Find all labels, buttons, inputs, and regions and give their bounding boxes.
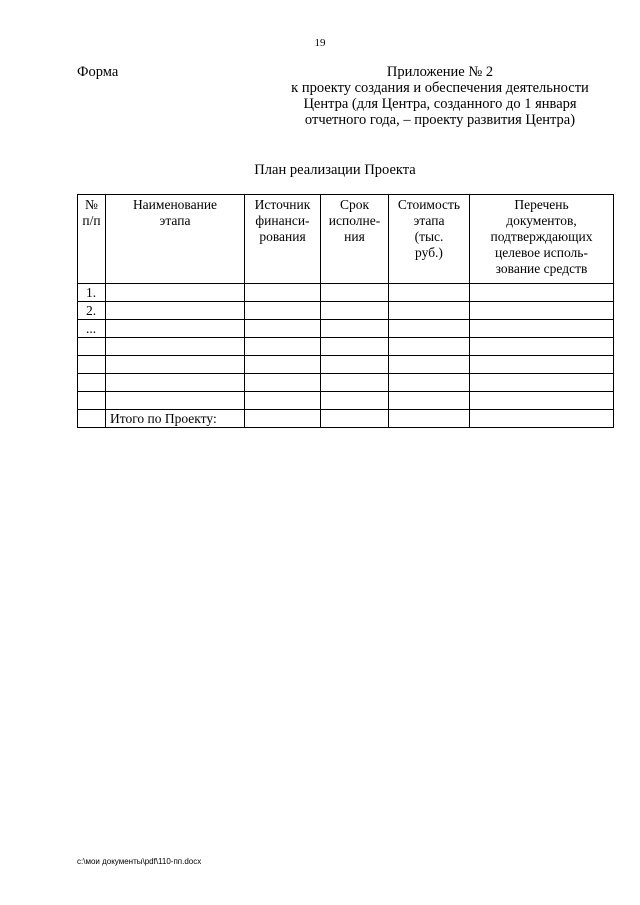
header-number: № п/п — [78, 195, 106, 284]
table-cell — [389, 284, 470, 302]
table-cell — [245, 320, 321, 338]
appendix-header — [290, 64, 590, 128]
table-header-row — [78, 195, 614, 284]
header-funding-source: Источник финанси- рования — [245, 195, 321, 284]
header-stage-cost: Стоимость этапа (тыс. руб.) — [389, 195, 470, 284]
table-cell — [321, 374, 389, 392]
table-cell — [106, 356, 245, 374]
table-row — [78, 338, 614, 356]
table-cell — [78, 410, 106, 428]
table-row — [78, 320, 614, 338]
table-cell — [245, 284, 321, 302]
appendix-line: Центра (для Центра, созданного до 1 января — [303, 96, 577, 112]
appendix-title: Приложение № 2 — [386, 64, 494, 80]
table-cell — [321, 284, 389, 302]
table-cell — [470, 374, 614, 392]
table-cell — [245, 338, 321, 356]
table-total-row — [78, 410, 614, 428]
table-cell — [389, 374, 470, 392]
table-cell — [245, 356, 321, 374]
table-cell — [106, 302, 245, 320]
table-cell — [321, 392, 389, 410]
table-row — [78, 284, 614, 302]
table-cell — [321, 338, 389, 356]
table-row — [78, 356, 614, 374]
table-cell — [389, 392, 470, 410]
header-deadline: Срок исполне- ния — [321, 195, 389, 284]
table-cell — [470, 410, 614, 428]
header-documents-list: Перечень документов, подтверждающих целевое исполь- зование средств — [470, 195, 614, 284]
table-cell — [389, 356, 470, 374]
table-cell — [245, 374, 321, 392]
table-cell — [389, 338, 470, 356]
table-cell — [389, 320, 470, 338]
table-row — [78, 302, 614, 320]
row-number — [78, 392, 106, 410]
row-number: 1. — [78, 284, 106, 302]
table-cell — [245, 302, 321, 320]
table-cell — [106, 284, 245, 302]
table-cell — [106, 320, 245, 338]
row-number — [78, 356, 106, 374]
table-cell — [470, 302, 614, 320]
table-cell — [321, 320, 389, 338]
table-cell — [470, 392, 614, 410]
appendix-line: отчетного года, – проекту развития Центра) — [304, 112, 576, 128]
appendix-line: к проекту создания и обеспечения деятельности — [291, 80, 589, 96]
row-number: ... — [78, 320, 106, 338]
page-number: 19 — [314, 37, 326, 49]
header-stage-name: Наименование этапа — [106, 195, 245, 284]
table-cell — [470, 284, 614, 302]
row-number — [78, 374, 106, 392]
table-cell — [321, 410, 389, 428]
table-cell — [470, 320, 614, 338]
table-cell — [106, 338, 245, 356]
table-cell — [321, 302, 389, 320]
plan-table — [77, 194, 614, 428]
table-row — [78, 392, 614, 410]
table-cell — [470, 338, 614, 356]
table-cell — [470, 356, 614, 374]
table-cell — [389, 410, 470, 428]
table-cell — [245, 410, 321, 428]
row-number — [78, 338, 106, 356]
plan-title: План реализации Проекта — [254, 162, 416, 178]
table-row — [78, 374, 614, 392]
table-cell — [321, 356, 389, 374]
table-cell — [106, 374, 245, 392]
table-cell — [245, 392, 321, 410]
table-cell — [389, 302, 470, 320]
total-label: Итого по Проекту: — [106, 410, 245, 428]
table-cell — [106, 392, 245, 410]
form-label: Форма — [77, 64, 119, 80]
row-number: 2. — [78, 302, 106, 320]
footer-file-path: c:\мои документы\pdf\110-пп.docx — [77, 857, 202, 866]
